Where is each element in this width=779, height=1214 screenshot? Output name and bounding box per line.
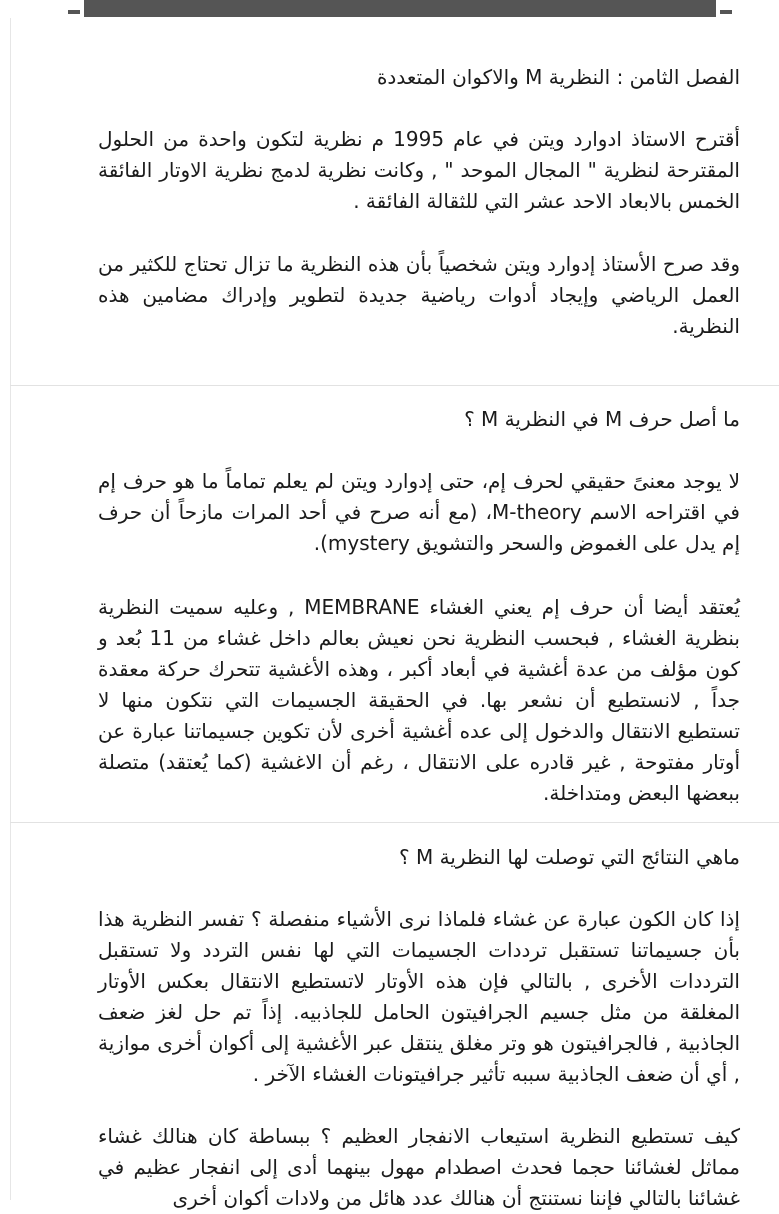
chapter-title: [98, 62, 740, 93]
section-divider-1: [10, 385, 779, 386]
paragraph-1: [98, 124, 740, 217]
left-border: [10, 18, 11, 1200]
paragraph-2: [98, 249, 740, 342]
paragraph-3: [98, 466, 740, 559]
top-scroll-bar[interactable]: [0, 0, 779, 18]
paragraph-3-text: لا يوجد معنىً حقيقي لحرف إم، حتى إدوارد ويتن لم يعلم تماماً ما هو حرف إم في اقتراحه الاسم M-theory، (مع أنه صرح في أحد المرات مازحاً أن حرف إم يدل على الغموض والسحر والتشويق mystery).: [98, 469, 740, 555]
chapter-title-text: الفصل الثامن : النظرية M والاكوان المتعددة: [376, 65, 740, 89]
heading-origin: [98, 404, 740, 435]
paragraph-5: [98, 904, 740, 1090]
heading-origin-text: ما أصل حرف M في النظرية M ؟: [464, 407, 740, 431]
paragraph-6-text: كيف تستطيع النظرية استيعاب الانفجار العظيم ؟ ببساطة كان هنالك غشاء مماثل لغشائنا حجما فحدث اصطدام مهول بينهما أدى إلى انفجار عظيم في غشائنا بالتالي فإننا نستنتج أن هنالك عدد هائل من ولادات أكوان أخرى: [98, 1124, 740, 1210]
scroll-bar-track[interactable]: [84, 0, 716, 17]
scroll-bar-left-marker: [68, 10, 80, 14]
paragraph-1-text: أقترح الاستاذ ادوارد ويتن في عام 1995 م نظرية لتكون واحدة من الحلول المقترحة لنظرية " المجال الموحد " , وكانت نظرية لدمج نظرية الاوتار الفائقة الخمس بالابعاد الاحد عشر التي للثقالة الفائقة .: [98, 127, 740, 213]
heading-results: [98, 842, 740, 873]
section-divider-2: [10, 822, 779, 823]
paragraph-6: [98, 1121, 740, 1214]
paragraph-5-text: إذا كان الكون عبارة عن غشاء فلماذا نرى الأشياء منفصلة ؟ تفسر النظرية هذا بأن جسيماتنا تستقبل ترددات الجسيمات التي لها نفس التردد ولا تستقبل الترددات الأخرى , بالتالي فإن هذه الأوتار لاتستطيع الانتقال بعكس الأوتار المغلقة من مثل جسيم الجرافيتون الحامل للجاذبيه. إذاً تم حل لغز ضعف الجاذبية , فالجرافيتون هو وتر مغلق ينتقل عبر الأغشية إلى أكوان أخرى موازية , أي أن ضعف الجاذبية سببه تأثير جرافيتونات الغشاء الآخر .: [98, 907, 740, 1086]
scroll-bar-right-marker: [720, 10, 732, 14]
paragraph-4-text: يُعتقد أيضا أن حرف إم يعني الغشاء MEMBRANE , وعليه سميت النظرية بنظرية الغشاء , فبحسب النظرية نحن نعيش بعالم داخل غشاء من 11 بُعد و كون مؤلف من عدة أغشية في أبعاد أكبر ، وهذه الأغشية تتحرك حركة معقدة جداً , لانستطيع أن نشعر بها. في الحقيقة الجسيمات التي نتكون منها لا تستطيع الانتقال والدخول إلى عده أغشية أخرى لأن تكوين جسيماتنا عبارة عن أوتار مفتوحة , غير قادره على الانتقال ، رغم أن الاغشية (كما يُعتقد) متصلة ببعضها البعض ومتداخلة.: [98, 595, 740, 805]
paragraph-2-text: وقد صرح الأستاذ إدوارد ويتن شخصياً بأن هذه النظرية ما تزال تحتاج للكثير من العمل الرياضي وإيجاد أدوات رياضية جديدة لتطوير وإدراك مضامين هذه النظرية.: [98, 252, 740, 338]
heading-results-text: ماهي النتائج التي توصلت لها النظرية M ؟: [398, 845, 740, 869]
paragraph-4: [98, 592, 740, 809]
